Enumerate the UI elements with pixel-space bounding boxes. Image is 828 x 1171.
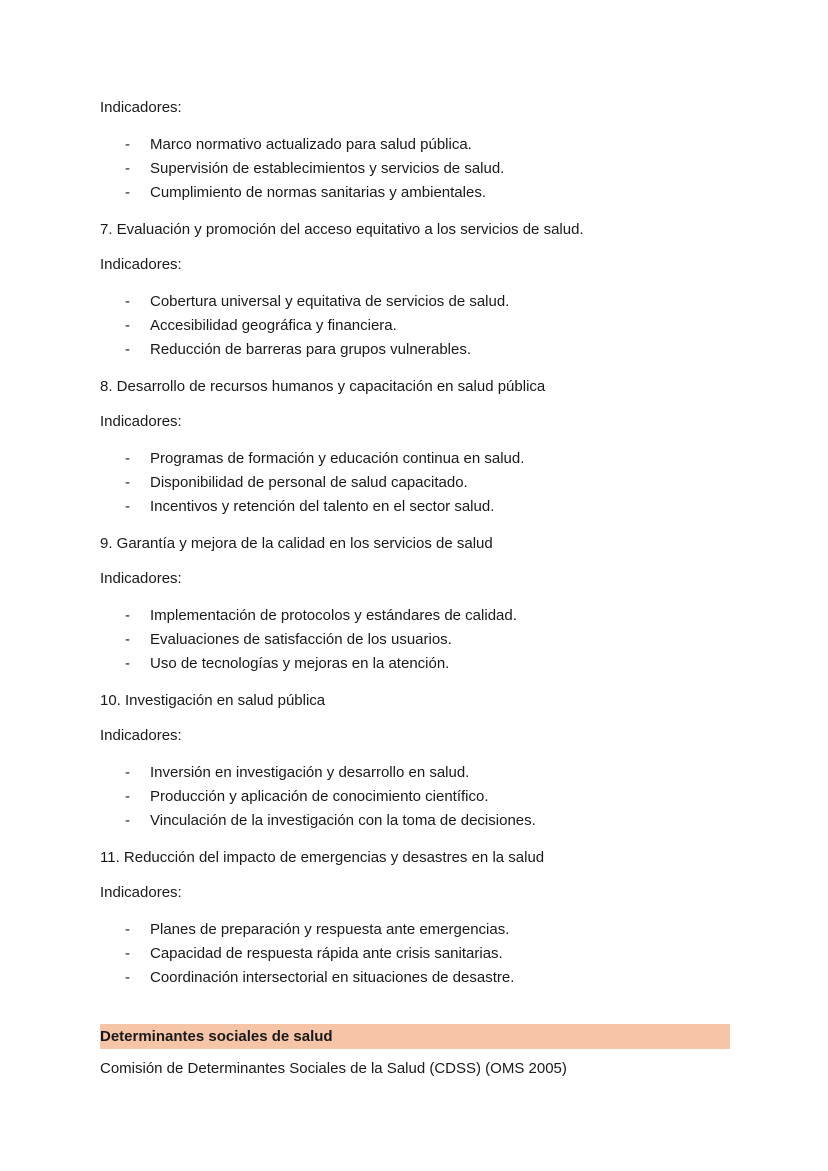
indicators-label: Indicadores: (100, 99, 182, 116)
bullet-dash: - (125, 341, 130, 358)
indicator-text: Planes de preparación y respuesta ante emergencias. (150, 921, 510, 938)
indicators-label: Indicadores: (100, 884, 182, 901)
indicators-label: Indicadores: (100, 256, 182, 273)
indicator-text: Uso de tecnologías y mejoras en la atención. (150, 655, 450, 672)
indicator-list (100, 133, 730, 205)
section-heading: 8. Desarrollo de recursos humanos y capacitación en salud pública (100, 378, 546, 395)
indicator-list-item (100, 495, 730, 519)
indicator-list-item (100, 314, 730, 338)
bullet-dash: - (125, 474, 130, 491)
bullet-dash: - (125, 498, 130, 515)
indicator-list-item (100, 809, 730, 833)
indicator-text: Evaluaciones de satisfacción de los usuarios. (150, 631, 452, 648)
indicator-text: Supervisión de establecimientos y servicios de salud. (150, 160, 505, 177)
indicator-list-item (100, 471, 730, 495)
bullet-dash: - (125, 317, 130, 334)
indicator-text: Reducción de barreras para grupos vulnerables. (150, 341, 472, 358)
section-heading: 9. Garantía y mejora de la calidad en los servicios de salud (100, 535, 493, 552)
indicator-list (100, 918, 730, 990)
indicator-text: Capacidad de respuesta rápida ante crisis sanitarias. (150, 945, 503, 962)
indicator-text: Accesibilidad geográfica y financiera. (150, 317, 397, 334)
bullet-dash: - (125, 184, 130, 201)
bullet-dash: - (125, 969, 130, 986)
indicator-section (100, 220, 730, 362)
sections-container (100, 98, 730, 990)
indicator-list-item (100, 918, 730, 942)
indicator-section (100, 98, 730, 205)
bullet-dash: - (125, 812, 130, 829)
indicator-section (100, 691, 730, 833)
bullet-dash: - (125, 655, 130, 672)
section-header-bar (100, 1024, 730, 1049)
bullet-dash: - (125, 293, 130, 310)
indicator-section (100, 377, 730, 519)
section-header-title: Determinantes sociales de salud (100, 1028, 333, 1045)
indicator-list-item (100, 290, 730, 314)
indicators-label: Indicadores: (100, 570, 182, 587)
indicator-text: Coordinación intersectorial en situaciones de desastre. (150, 969, 515, 986)
indicator-list-item (100, 628, 730, 652)
section-heading: 10. Investigación en salud pública (100, 692, 326, 709)
bullet-dash: - (125, 450, 130, 467)
indicator-list-item (100, 338, 730, 362)
indicator-list (100, 290, 730, 362)
indicator-text: Inversión en investigación y desarrollo en salud. (150, 764, 470, 781)
document-page (100, 98, 730, 1094)
indicator-list-item (100, 942, 730, 966)
indicator-list-item (100, 447, 730, 471)
indicator-text: Implementación de protocolos y estándares de calidad. (150, 607, 517, 624)
indicator-text: Cumplimiento de normas sanitarias y ambientales. (150, 184, 486, 201)
bullet-dash: - (125, 764, 130, 781)
indicator-text: Producción y aplicación de conocimiento científico. (150, 788, 489, 805)
indicator-list-item (100, 761, 730, 785)
indicators-label: Indicadores: (100, 727, 182, 744)
indicator-list (100, 604, 730, 676)
bullet-dash: - (125, 136, 130, 153)
indicator-text: Incentivos y retención del talento en el sector salud. (150, 498, 495, 515)
indicators-label: Indicadores: (100, 413, 182, 430)
indicator-text: Vinculación de la investigación con la toma de decisiones. (150, 812, 536, 829)
indicator-section (100, 534, 730, 676)
indicator-section (100, 848, 730, 990)
indicator-text: Cobertura universal y equitativa de servicios de salud. (150, 293, 510, 310)
indicator-text: Marco normativo actualizado para salud pública. (150, 136, 472, 153)
bullet-dash: - (125, 945, 130, 962)
indicator-list (100, 761, 730, 833)
indicator-list-item (100, 966, 730, 990)
indicator-list (100, 447, 730, 519)
source-citation: Comisión de Determinantes Sociales de la Salud (CDSS) (OMS 2005) (100, 1060, 567, 1077)
indicator-text: Disponibilidad de personal de salud capacitado. (150, 474, 468, 491)
indicator-list-item (100, 785, 730, 809)
section-heading: 11. Reducción del impacto de emergencias y desastres en la salud (100, 849, 545, 866)
indicator-list-item (100, 157, 730, 181)
indicator-list-item (100, 181, 730, 205)
indicator-list-item (100, 133, 730, 157)
bullet-dash: - (125, 921, 130, 938)
bullet-dash: - (125, 607, 130, 624)
section-heading: 7. Evaluación y promoción del acceso equitativo a los servicios de salud. (100, 221, 584, 238)
bullet-dash: - (125, 788, 130, 805)
indicator-text: Programas de formación y educación continua en salud. (150, 450, 525, 467)
bullet-dash: - (125, 631, 130, 648)
bullet-dash: - (125, 160, 130, 177)
indicator-list-item (100, 652, 730, 676)
indicator-list-item (100, 604, 730, 628)
